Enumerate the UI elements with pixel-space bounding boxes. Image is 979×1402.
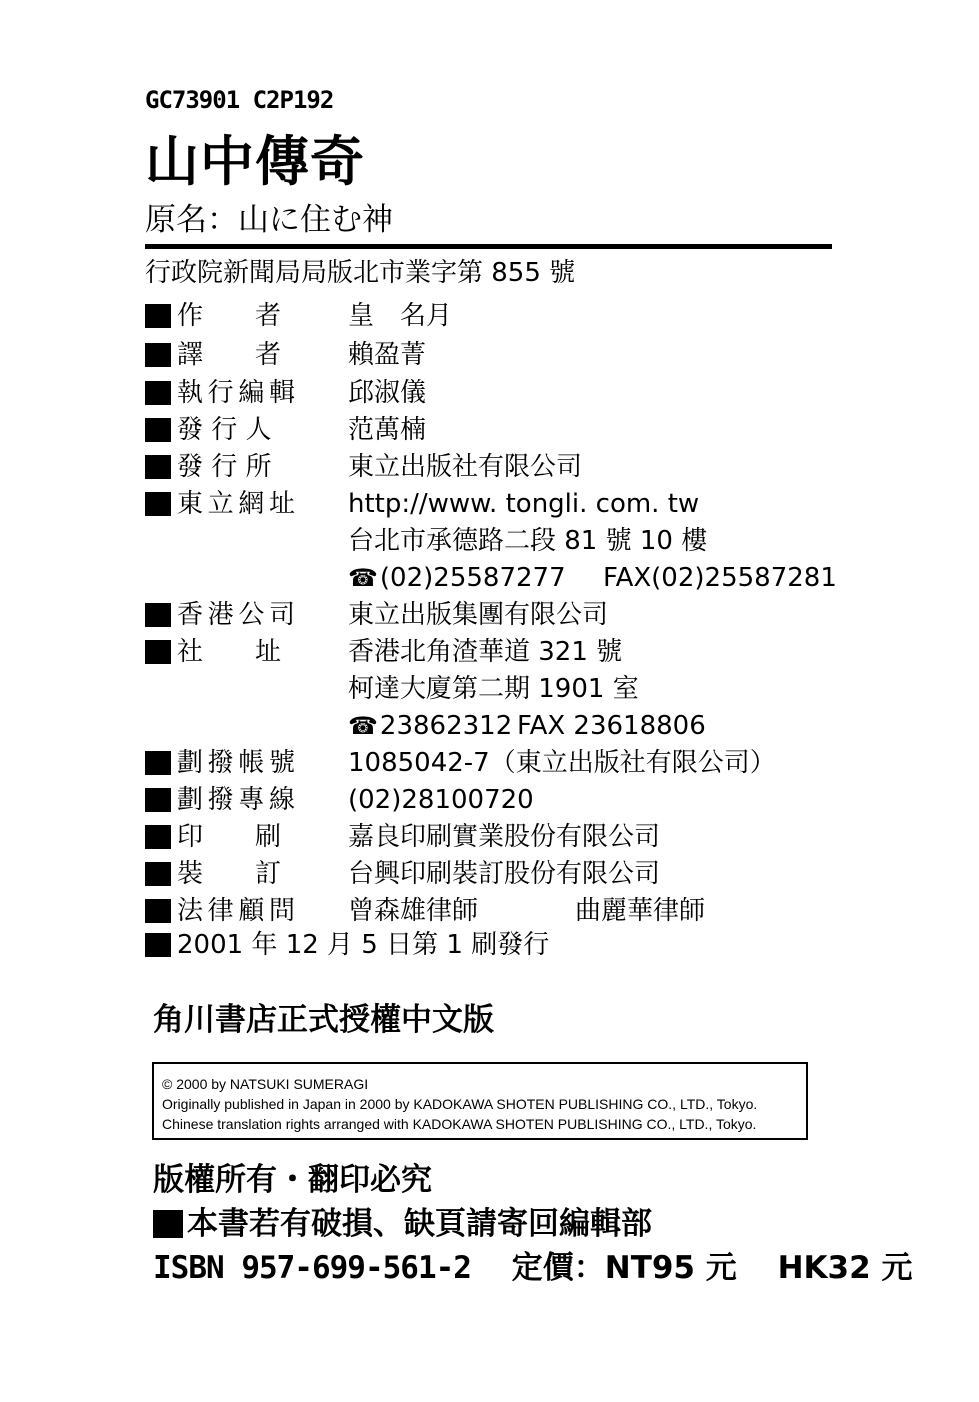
credit-label: 香港公司 bbox=[177, 600, 295, 630]
bullet-square-icon bbox=[145, 603, 171, 627]
credit-value: (02)28100720 bbox=[348, 785, 534, 815]
credit-label: 劃撥帳號 bbox=[177, 748, 295, 778]
license-number: 行政院新聞局局版北市業字第 855 號 bbox=[145, 258, 576, 288]
credit-value: 邱淑儀 bbox=[348, 378, 427, 408]
credit-value: 東立出版集團有限公司 bbox=[348, 600, 609, 630]
website-url: http://www. tongli. com. tw bbox=[348, 489, 700, 519]
isbn: ISBN 957-699-561-2 bbox=[153, 1250, 471, 1286]
bullet-square-icon bbox=[145, 381, 171, 405]
credit-value: 范萬楠 bbox=[348, 415, 427, 445]
phone-number: 23862312 bbox=[379, 711, 513, 741]
bullet-square-icon bbox=[145, 751, 171, 775]
credit-value: 1085042-7（東立出版社有限公司） bbox=[348, 748, 776, 778]
original-title: 原名：山に住む神 bbox=[145, 202, 393, 238]
credit-label: 社 址 bbox=[177, 637, 282, 667]
isbn-price-line bbox=[153, 1248, 912, 1288]
credit-label: 裝 訂 bbox=[177, 859, 282, 889]
fax-number: FAX(02)25587281 bbox=[603, 563, 837, 593]
credit-label: 劃撥專線 bbox=[177, 785, 295, 815]
credit-value: 曾森雄律師 bbox=[348, 896, 479, 926]
phone-number: (02)25587277 bbox=[379, 563, 566, 593]
publication-date-text: 2001 年 12 月 5 日第 1 刷發行 bbox=[177, 930, 550, 960]
price-nt: 定價：NT95 元 bbox=[511, 1250, 737, 1286]
fax-number: FAX 23618806 bbox=[517, 711, 706, 741]
credit-label: 發 行 所 bbox=[177, 452, 272, 482]
credit-value: 嘉良印刷實業股份有限公司 bbox=[348, 822, 661, 852]
bullet-square-icon bbox=[145, 455, 171, 479]
bullet-square-icon bbox=[145, 788, 171, 812]
divider-rule bbox=[145, 244, 832, 249]
damage-notice bbox=[153, 1204, 652, 1244]
copyright-box bbox=[152, 1062, 808, 1140]
address-hk-building: 柯達大廈第二期 1901 室 bbox=[348, 674, 639, 704]
credit-label: 法律顧問 bbox=[177, 896, 295, 926]
bullet-square-icon bbox=[145, 418, 171, 442]
address-taipei: 台北市承德路二段 81 號 10 樓 bbox=[348, 526, 708, 556]
product-code: GC73901 C2P192 bbox=[145, 86, 334, 114]
publication-date bbox=[145, 927, 549, 963]
bullet-square-icon bbox=[153, 1210, 183, 1238]
bullet-square-icon bbox=[145, 640, 171, 664]
authorization-notice: 角川書店正式授權中文版 bbox=[153, 1002, 494, 1038]
telephone-icon: ☎ bbox=[348, 712, 378, 740]
credit-value: 東立出版社有限公司 bbox=[348, 452, 583, 482]
credit-label: 印 刷 bbox=[177, 822, 282, 852]
bullet-square-icon bbox=[145, 492, 171, 516]
bullet-square-icon bbox=[145, 825, 171, 849]
copyright-line: Originally published in Japan in 2000 by KADOKAWA SHOTEN PUBLISHING CO., LTD., Tokyo. bbox=[162, 1096, 758, 1112]
credit-label: 執行編輯 bbox=[177, 378, 295, 408]
credit-value: 賴盈菁 bbox=[348, 340, 427, 370]
bullet-square-icon bbox=[145, 862, 171, 886]
credit-value-2: 曲麗華律師 bbox=[575, 896, 706, 926]
credit-label: 譯 者 bbox=[177, 340, 282, 370]
credit-label: 作 者 bbox=[177, 301, 282, 331]
credit-value: 台興印刷裝訂股份有限公司 bbox=[348, 859, 661, 889]
bullet-square-icon bbox=[145, 933, 171, 957]
book-title: 山中傳奇 bbox=[145, 130, 365, 193]
copyright-line: © 2000 by NATSUKI SUMERAGI bbox=[162, 1076, 369, 1092]
credit-label: 東立網址 bbox=[177, 489, 295, 519]
copyright-line: Chinese translation rights arranged with KADOKAWA SHOTEN PUBLISHING CO., LTD., Tokyo. bbox=[162, 1116, 757, 1132]
credit-value: 皇 名月 bbox=[348, 301, 453, 331]
bullet-square-icon bbox=[145, 899, 171, 923]
bullet-square-icon bbox=[145, 304, 171, 328]
credit-label: 發 行 人 bbox=[177, 415, 272, 445]
price-hk: HK32 元 bbox=[777, 1250, 913, 1286]
credit-value: 香港北角渣華道 321 號 bbox=[348, 637, 623, 667]
damage-notice-text: 本書若有破損、缺頁請寄回編輯部 bbox=[187, 1206, 652, 1242]
telephone-icon: ☎ bbox=[348, 564, 378, 592]
bullet-square-icon bbox=[145, 343, 171, 367]
rights-reserved: 版權所有・翻印必究 bbox=[153, 1162, 432, 1198]
